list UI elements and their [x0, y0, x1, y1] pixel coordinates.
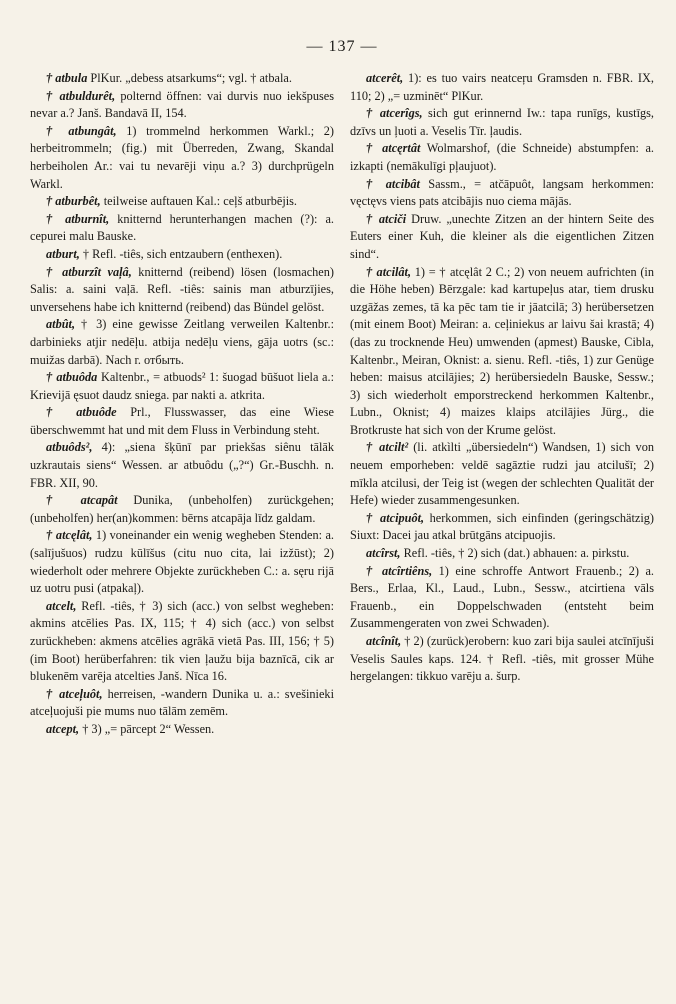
entry-headword: † atburbêt, — [46, 194, 101, 209]
dictionary-entry — [350, 633, 654, 686]
entry-headword: † atbuôde — [46, 405, 117, 420]
entry-headword: atbuôds², — [46, 440, 93, 455]
entry-text: (li. atkìlti „übersiedeln“) Wandsen, 1) sich von neuem emporheben: veldē sagāztie rudzi jau atcilušī; 2) mīkla atcilusi, der Teig ist (wegen der schlechten Qualität der Hefe) wieder zusammengesunken. — [350, 440, 654, 508]
entry-text: 1): es tuo vairs neatceŗu Gramsden n. FBR. IX, 110; 2) „= uzminēt“ PlKur. — [350, 71, 654, 103]
right-column — [350, 70, 654, 739]
entry-text: PlKur. „debess atsarkums“; vgl. † atbala. — [87, 71, 292, 85]
entry-headword: atbût, — [46, 317, 76, 332]
columns — [30, 70, 654, 739]
entry-headword: † atcapât — [46, 493, 118, 508]
dictionary-entry — [30, 686, 334, 721]
entry-text: † Refl. -tiês, sich entzaubern (enthexen). — [79, 246, 283, 261]
entry-text: 1) voneinander ein wenig wegheben Stenden: a. (salījušuos) rudzu kūlīšus (citu nuo cita, lai izžūst); 2) wiederholt oder mehrere Objekte zurückheben C.: a. sęru rijā uz uotru pusi (atpakaļ). — [30, 528, 335, 596]
entry-text: knitternd (reibend) lösen (losmachen) Salis: a. saini vaļā. Refl. -tiês: sainis man atburzījies, unversehens habe ich knitternd (reibend) das Bündel gelöst. — [30, 264, 334, 314]
entry-headword: † atcilt² — [366, 440, 409, 455]
entry-headword: atcept, — [46, 721, 80, 736]
entry-headword: atcelt, — [46, 598, 77, 613]
entry-headword: † atcibât — [366, 176, 420, 191]
dictionary-entry — [30, 316, 334, 369]
page-number: — 137 — — [306, 38, 378, 55]
dictionary-entry — [30, 369, 334, 404]
entry-text: knitternd herunterhangen machen (?): a. cepurei malu Bauske. — [30, 211, 335, 244]
dictionary-entry — [350, 211, 654, 264]
entry-headword: † atbungât, — [46, 123, 117, 138]
entry-headword: † atcilât, — [366, 264, 412, 279]
entry-text: Kaltenbr., = atbuods² 1: šuogad būšuot liela a.: Krievijā ęsuot daudz sniega. par nakti a. atkrita. — [30, 370, 334, 402]
dictionary-entry — [30, 598, 334, 686]
entry-headword: † atburnît, — [46, 211, 110, 226]
entry-text: Dunika, (unbeholfen) zurückgehen; (unbeholfen) her(an)kommen: bērns atcapāja līdz galdam. — [30, 493, 335, 525]
dictionary-entry — [30, 439, 334, 492]
entry-text: 1) = † atcęlât 2 C.; 2) von neuem aufrichten (in die Höhe heben) Bērzgale: kad kartupeļus atar, tiem drusku uzgāžas zemes, tā ka pēc tam tie ir jāatcilā; 3) herübersetzen (mit einem Boot) Meiran: a. ceļiniekus ar laivu šai krastā; 4) (das zu trocknende Heu) umwenden (apmest) Bauske, Cibla, Kaltenbr., Meiran, Oknist: a. sienu. Refl. -tiês, 1) zur Genüge heben: maisus atcilājies; 2) herübersiedeln Bauske, Sessw.; 3) sich wiederholt emporstreckend herkommen Kaltenbr., Lubn., Oknist; 4) maizes klaips atcilājies Jürg., die Brotkruste hat sich von der Krume gelöst. — [350, 264, 654, 437]
entry-headword: † atcîrtiêns, — [366, 563, 433, 578]
entry-headword: † atcęlât, — [46, 528, 93, 543]
dictionary-entry — [30, 527, 334, 597]
dictionary-entry — [30, 70, 334, 88]
dictionary-entry — [350, 510, 654, 545]
entry-headword: † atburzît vaļâ, — [46, 264, 132, 279]
entry-headword: atcînît, — [366, 634, 402, 648]
dictionary-entry — [30, 492, 334, 527]
dictionary-entry — [30, 246, 334, 264]
dictionary-entry — [350, 264, 654, 440]
dictionary-entry — [30, 264, 334, 317]
entry-text: herreisen, -wandern Dunika u. a.: svešinieki atceļuojuši pie mums nuo tālām zemēm. — [30, 686, 334, 719]
dictionary-entry — [350, 563, 654, 633]
entry-text: † 2) (zurück)erobern: kuo zari bija saulei atcīnījuši Veselis Saules kaps. 124. † Refl. -tiês, mit grosser Mühe hergelangen: tikkuo varēju a. šurp. — [350, 634, 654, 684]
dictionary-entry — [30, 721, 334, 739]
entry-headword: atcîrst, — [366, 546, 401, 561]
entry-text: sich gut erinnernd Iw.: tapa runīgs, kustīgs, dzīvs un ļuoti a. Veselis Tīr. ļaudis. — [350, 106, 654, 138]
entry-headword: † atbuldurêt, — [46, 88, 116, 103]
dictionary-entry — [350, 140, 654, 175]
entry-text: Refl. -tiês, † 2) sich (dat.) abhauen: a. pirkstu. — [400, 546, 630, 561]
left-column — [30, 70, 334, 739]
entry-headword: † atciči — [366, 211, 407, 226]
dictionary-entry — [350, 105, 654, 140]
entry-text: Wolmarshof, (die Schneide) abstumpfen: a. izkapti (nemākulīgi pļaujuot). — [350, 141, 654, 173]
dictionary-entry — [30, 211, 334, 246]
entry-headword: † atceļuôt, — [46, 686, 103, 701]
entry-text: teilweise auftauen Kal.: ceļš atburbējis. — [100, 194, 298, 209]
entry-text: polternd öffnen: vai durvis nuo iekšpuses nevar a.? Janš. Bandavā II, 154. — [30, 88, 334, 121]
entry-headword: † atcerîgs, — [366, 106, 423, 121]
entry-headword: atburt, — [46, 246, 80, 261]
entry-headword: atcerêt, — [366, 71, 404, 85]
dictionary-entry — [30, 193, 334, 211]
entry-text: 1) eine schroffe Antwort Frauenb.; 2) a. Bers., Erlaa, Kl., Laud., Lubn., Sessw., atcirtiena vāls Frauenb., ein Doppelschwaden (entsteht beim Zusammengeraten von zwei Schwaden). — [350, 563, 654, 631]
dictionary-entry — [30, 404, 334, 439]
dictionary-entry — [350, 439, 654, 509]
dictionary-entry — [350, 545, 654, 563]
dictionary-entry — [30, 123, 334, 193]
entry-text: † 3) „= pārcept 2“ Wessen. — [79, 721, 215, 736]
entry-headword: † atcipuôt, — [366, 510, 425, 525]
entry-headword: † atbula — [46, 71, 88, 85]
entry-text: Refl. -tiês, † 3) sich (acc.) von selbst wegheben: akmins atcēlies Pas. IX, 115; † 4) sich (acc.) von selbst zurückheben: akmens atcēlies agrākā vietā Pas. III, 156; † 5) (im Boot) herüberfahren: tik vien ļaužu bija baznīcā, cik ar blukenēm varēja atcelties Janš. Nīca 16. — [30, 598, 334, 684]
entry-headword: † atbuôda — [46, 370, 98, 385]
entry-text: Sassm., = atčāpuôt, langsam herkommen: vęctęvs viens pats atcibājis nuo ciema mājās. — [350, 176, 654, 209]
dictionary-entry — [350, 176, 654, 211]
entry-text: 1) trommelnd herkommen Warkl.; 2) herbeitrommeln; (fig.) mit Überreden, Zwang, Skandal herbeiholen Ar.: vai tu nevarēji viņu a.? 3) durchprügeln Warkl. — [30, 123, 335, 191]
entry-headword: † atcęrtât — [366, 141, 421, 156]
dictionary-entry — [350, 70, 654, 105]
dictionary-entry — [30, 88, 334, 123]
entry-text: Prl., Flusswasser, das eine Wiese überschwemmt hat und mit dem Fluss in Verbindung steht. — [30, 405, 334, 437]
entry-text: † 3) eine gewisse Zeitlang verweilen Kaltenbr.: darbinieks atjir nedēļu. atbija nedēļu viens, gāja uotrs (sc.: muižas darbā). Nach r. отбыть. — [30, 317, 334, 367]
entry-text: 4): „siena šķūnī par priekšas siênu tālāk uzkrautais siens“ Wessen. ar atbuôdu („?“) Gr.-Buschh. n. FBR. XII, 90. — [30, 440, 334, 490]
entry-text: Druw. „unechte Zitzen an der hintern Seite des Euters einer Kuh, die kleiner als die eigentlichen Zitzen sind“. — [350, 211, 654, 261]
entry-text: herkommen, sich einfinden (geringschätzig) Siuxt: Dacei jau atkal brūtgāns atcipuojis. — [350, 510, 654, 543]
